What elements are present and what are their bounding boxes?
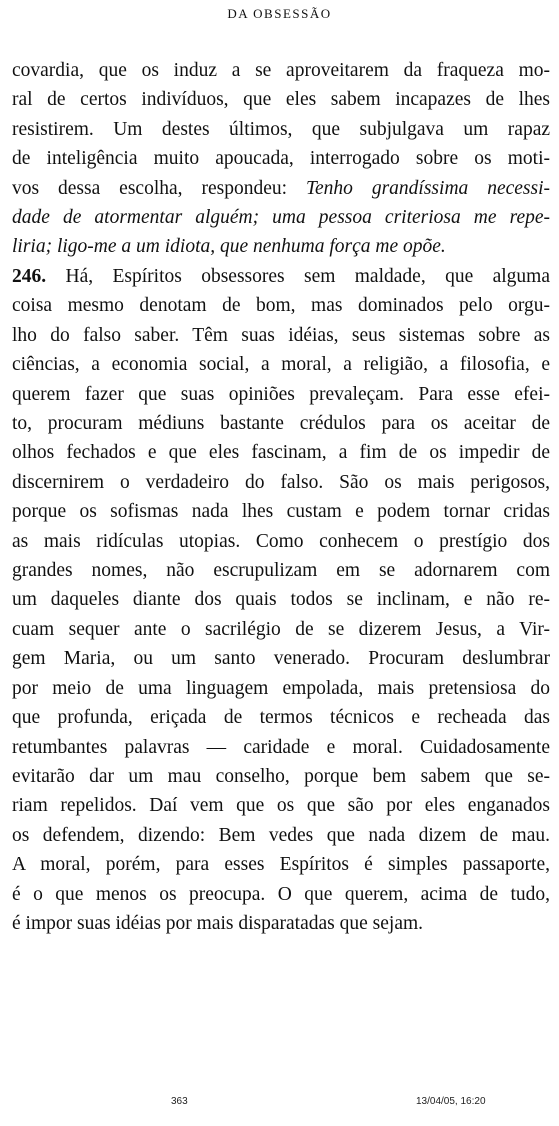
paragraph-number: 246. — [12, 266, 47, 287]
text-line: gem Maria, ou um santo venerado. Procuram deslumbrar — [12, 648, 550, 670]
text-line: olhos fechados e que eles fascinam, a fim de os impedir de — [12, 442, 550, 464]
text-line: ciências, a economia social, a moral, a religião, a filosofia, e — [12, 354, 550, 376]
text-line: to, procuram médiuns bastante crédulos para os aceitar de — [12, 413, 550, 435]
text-line: grandes nomes, não escrupulizam em se adornarem com — [12, 560, 550, 582]
text-line-rest: Há, Espíritos obsessores sem maldade, que alguma — [46, 266, 550, 287]
text-line: A moral, porém, para esses Espíritos é simples passaporte, — [12, 854, 550, 876]
page-number: 363 — [171, 1096, 188, 1107]
text-line: riam repelidos. Daí vem que os que são por eles enganados — [12, 795, 550, 817]
italic-quote-start: Tenho grandíssima necessi- — [305, 177, 551, 199]
italic-quote-line: liria; ligo-me a um idiota, que nenhuma força me opõe. — [12, 236, 446, 258]
text-line: retumbantes palavras — caridade e moral. Cuidadosamente — [12, 736, 550, 758]
text-line: de inteligência muito apoucada, interrogado sobre os moti- — [12, 148, 550, 170]
text-line: porque os sofismas nada lhes custam e podem tornar cridas — [12, 501, 550, 523]
italic-quote-line: dade de atormentar alguém; uma pessoa criteriosa me repe- — [12, 207, 550, 229]
text-line: discernirem o verdadeiro do falso. São os mais perigosos, — [12, 471, 550, 493]
paragraph-continuation — [12, 56, 550, 262]
text-line: querem fazer que suas opiniões prevaleçam. Para esse efei- — [12, 383, 550, 405]
print-timestamp: 13/04/05, 16:20 — [416, 1096, 486, 1107]
text-line: por meio de uma linguagem empolada, mais pretensiosa do — [12, 677, 550, 699]
text-line: lho do falso saber. Têm suas idéias, seus sistemas sobre as — [12, 324, 550, 346]
text-line: evitarão dar um mau conselho, porque bem sabem que se- — [12, 765, 550, 787]
text-line: os defendem, dizendo: Bem vedes que nada dizem de mau. — [12, 824, 550, 846]
running-header: DA OBSESSÃO — [227, 6, 332, 21]
text-line: covardia, que os induz a se aproveitarem da fraqueza mo- — [12, 60, 550, 81]
text-line: é o que menos os preocupa. O que querem, acima de tudo, — [12, 883, 550, 905]
text-line: as mais ridículas utopias. Como conhecem o prestígio dos — [12, 530, 550, 552]
text-line — [12, 262, 550, 291]
text-line: coisa mesmo denotam de bom, mas dominados pelo orgu- — [12, 295, 550, 317]
paragraph-246 — [12, 262, 550, 938]
text-line: que profunda, eriçada de termos técnicos e recheada das — [12, 707, 550, 729]
text-line-roman: vos dessa escolha, respondeu: — [12, 177, 306, 199]
text-line: cuam sequer ante o sacrilégio de se dizerem Jesus, a Vir- — [12, 618, 550, 640]
text-line: um daqueles diante dos quais todos se inclinam, e não re- — [12, 589, 550, 611]
text-line: resistirem. Um destes últimos, que subjulgava um rapaz — [12, 118, 550, 140]
text-line — [12, 174, 550, 203]
text-line: é impor suas idéias por mais disparatadas que sejam. — [12, 912, 424, 934]
text-line: ral de certos indivíduos, que eles sabem incapazes de lhes — [12, 89, 550, 111]
